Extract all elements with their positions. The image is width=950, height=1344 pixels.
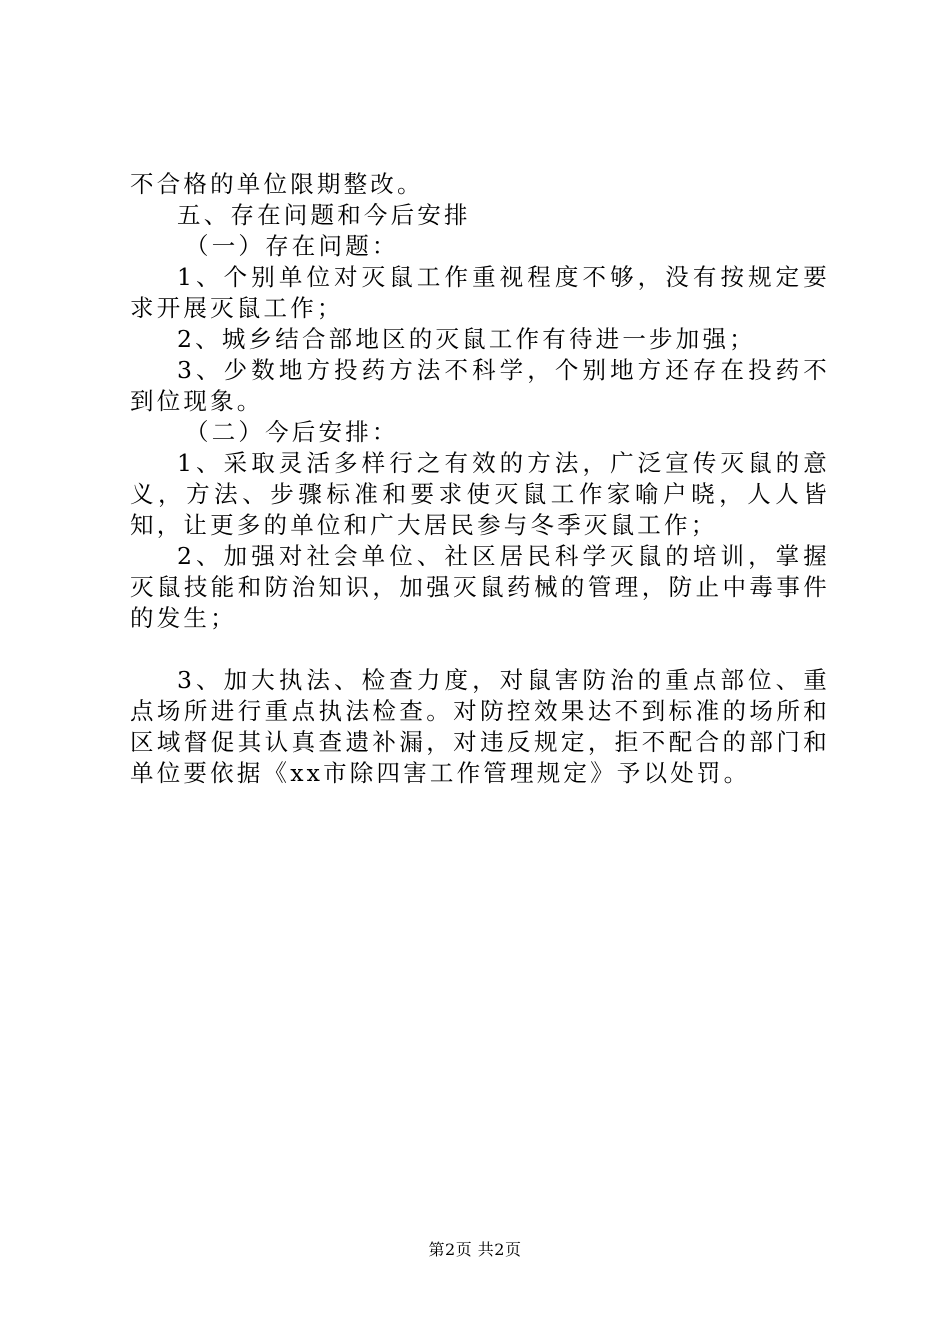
plan-item-1: 1、采取灵活多样行之有效的方法，广泛宣传灭鼠的意义，方法、步骤标准和要求使灭鼠工作家喻户晓，人人皆知，让更多的单位和广大居民参与冬季灭鼠工作；	[130, 449, 830, 539]
problem-item-2: 2、城乡结合部地区的灭鼠工作有待进一步加强；	[177, 325, 756, 353]
subheading-future-plans: （二）今后安排：	[185, 418, 399, 446]
plan-item-3: 3、加大执法、检查力度，对鼠害防治的重点部位、重点场所进行重点执法检查。对防控效果达不到标准的场所和区域督促其认真查遗补漏，对违反规定，拒不配合的部门和单位要依据《xx市除四害工作管理规定》予以处罚。	[130, 666, 830, 787]
document-body	[130, 169, 830, 789]
problem-item-3: 3、少数地方投药方法不科学，个别地方还存在投药不到位现象。	[130, 356, 830, 415]
subheading-existing-problems: （一）存在问题：	[185, 232, 399, 260]
plan-item-2: 2、加强对社会单位、社区居民科学灭鼠的培训，掌握灭鼠技能和防治知识，加强灭鼠药械的管理，防止中毒事件的发生；	[130, 542, 830, 632]
section-heading-problems-and-plans: 五、存在问题和今后安排	[177, 201, 471, 229]
page-number-label: 第2页 共2页	[428, 1240, 522, 1259]
page-footer	[0, 1240, 950, 1260]
problem-item-1: 1、个别单位对灭鼠工作重视程度不够，没有按规定要求开展灭鼠工作；	[130, 263, 830, 322]
paragraph-continuation: 不合格的单位限期整改。	[130, 170, 424, 198]
